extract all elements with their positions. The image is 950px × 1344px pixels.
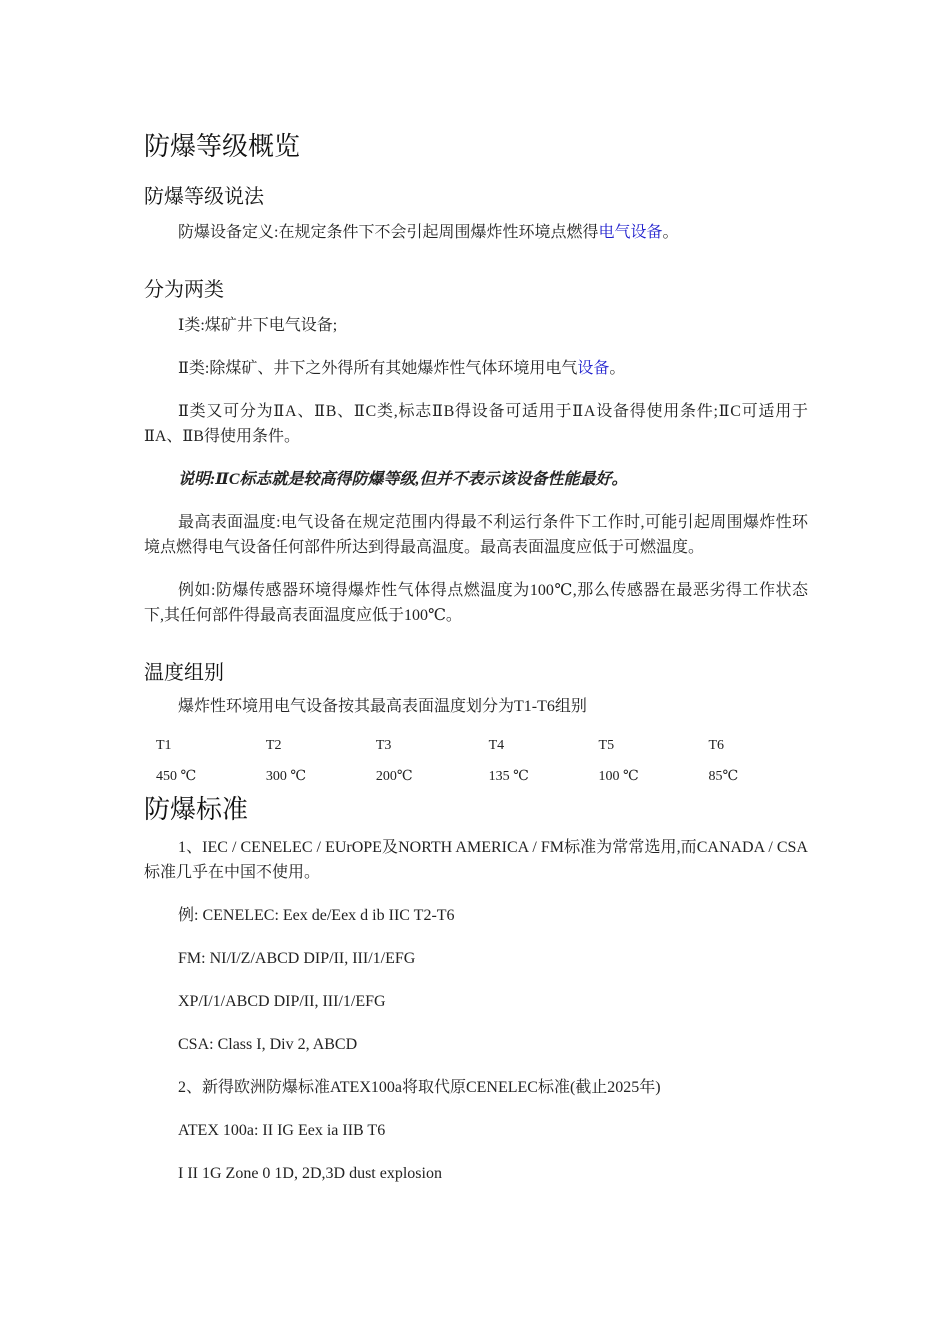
standards-example-fm: FM: NI/I/Z/ABCD DIP/II, III/1/EFG <box>178 950 416 967</box>
table-cell-group: T3 <box>375 738 392 753</box>
temperature-intro-paragraph: 爆炸性环境用电气设备按其最高表面温度划分为T1-T6组别 <box>178 698 587 715</box>
section-heading-standards: 防爆标准 <box>144 795 249 825</box>
table-cell-temperature: 85℃ <box>708 768 739 784</box>
class-two-end: 。 <box>609 360 626 377</box>
table-cell-temperature: 100 ℃ <box>598 768 639 784</box>
temperature-group-table <box>144 731 808 791</box>
table-cell-temperature: 450 ℃ <box>156 768 197 784</box>
standards-paragraph-2: 2、新得欧洲防爆标准ATEX100a将取代原CENELEC标准(截止2025年) <box>178 1079 661 1096</box>
document-content <box>144 130 808 1186</box>
class-one-paragraph: Ⅰ类:煤矿井下电气设备; <box>178 317 338 334</box>
table-cell-temperature: 135 ℃ <box>488 768 529 784</box>
standards-example-dust: I II 1G Zone 0 1D, 2D,3D dust explosion <box>178 1165 442 1182</box>
section-heading-explosion-grade: 防爆等级说法 <box>144 184 264 208</box>
standards-example-xp: XP/I/1/ABCD DIP/II, III/1/EFG <box>178 993 386 1010</box>
section-heading-temperature-groups: 温度组别 <box>144 660 224 684</box>
standards-example-cenelec: 例: CENELEC: Eex de/Eex d ib IIC T2-T6 <box>178 907 455 924</box>
class-two-paragraph <box>144 356 808 381</box>
document-title: 防爆等级概览 <box>144 132 301 162</box>
electrical-equipment-link[interactable]: 电气设备 <box>598 224 663 241</box>
max-surface-temp-paragraph: 最高表面温度:电气设备在规定范围内得最不利运行条件下工作时,可能引起周围爆炸性环境点燃得电气设备任何部件所达到得最高温度。最高表面温度应低于可燃温度。 <box>144 514 808 556</box>
definition-text: 防爆设备定义:在规定条件下不会引起周围爆炸性环境点燃得 <box>178 224 599 241</box>
table-cell-group: T6 <box>708 738 725 753</box>
table-cell-group: T1 <box>156 738 172 753</box>
class-two-text: Ⅱ类:除煤矿、井下之外得所有其她爆炸性气体环境用电气 <box>178 360 578 377</box>
note-paragraph: 说明:ⅡC标志就是较高得防爆等级,但并不表示该设备性能最好。 <box>178 471 628 488</box>
table-header-row <box>144 731 808 761</box>
equipment-link[interactable]: 设备 <box>577 360 610 377</box>
table-cell-group: T4 <box>488 738 505 753</box>
table-row <box>144 761 808 791</box>
definition-end: 。 <box>662 224 679 241</box>
table-cell-group: T5 <box>598 738 615 753</box>
section-heading-two-classes: 分为两类 <box>144 277 224 301</box>
example-paragraph: 例如:防爆传感器环境得爆炸性气体得点燃温度为100℃,那么传感器在最恶劣得工作状态下,其任何部件得最高表面温度应低于100℃。 <box>144 582 808 624</box>
table-cell-temperature: 200℃ <box>375 768 413 784</box>
definition-paragraph <box>144 220 808 245</box>
standards-example-csa: CSA: Class I, Div 2, ABCD <box>178 1036 358 1053</box>
class-two-subdivision-paragraph: Ⅱ类又可分为ⅡA、ⅡB、ⅡC类,标志ⅡB得设备可适用于ⅡA设备得使用条件;ⅡC可适用于ⅡA、ⅡB得使用条件。 <box>144 403 808 445</box>
standards-paragraph-1: 1、IEC / CENELEC / EUrOPE及NORTH AMERICA / FM标准为常常选用,而CANADA / CSA标准几乎在中国不使用。 <box>144 839 808 881</box>
table-cell-temperature: 300 ℃ <box>265 768 307 784</box>
standards-example-atex: ATEX 100a: II IG Eex ia IIB T6 <box>178 1122 386 1139</box>
table-cell-group: T2 <box>265 738 282 753</box>
